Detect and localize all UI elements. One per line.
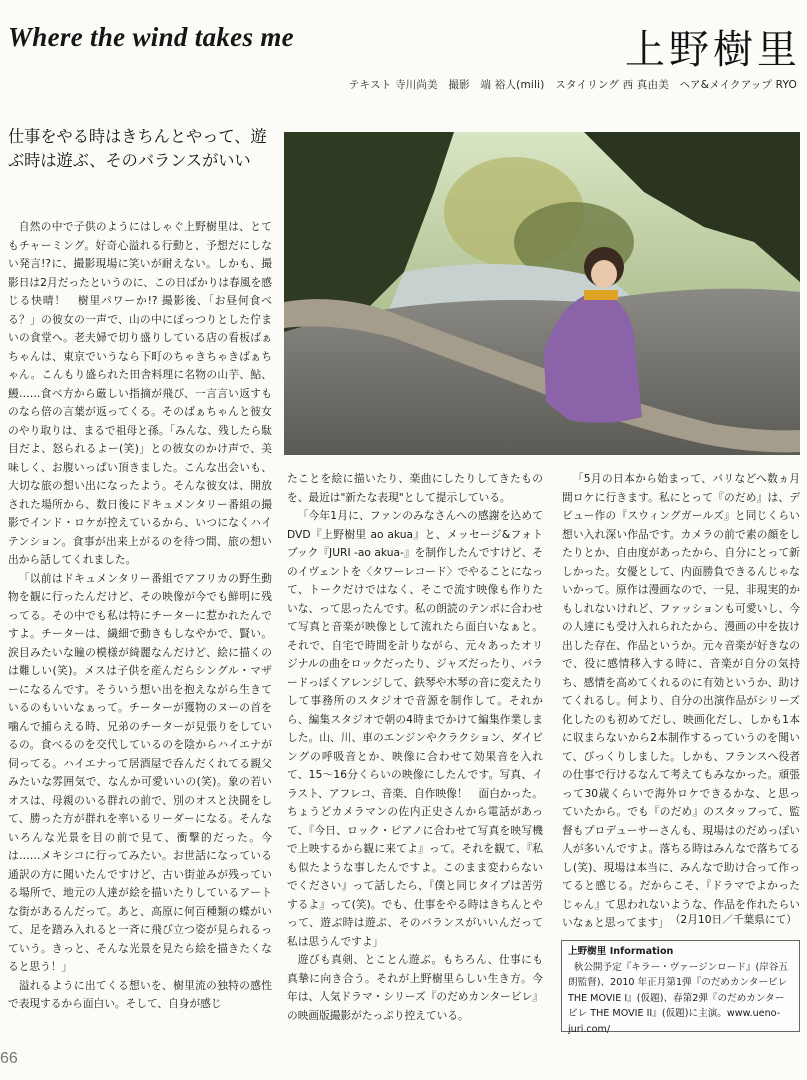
article-heading: 仕事をやる時はきちんとやって、遊ぶ時は遊ぶ、そのバランスがいい [8, 127, 267, 170]
feature-photo [284, 132, 800, 455]
paragraph: 「以前はドキュメンタリー番組でアフリカの野生動物を観に行ったんだけど、その映像が今でも鮮明に残ってる。その中でも私は特にチーターに惹かれたんですよ。チーターは、繊細で動きもしなやかで、賢い。涙目みたいな瞳の模様が綺麗なんだけど、絵に描くのは難しい(笑)。メスは子供を産んだらシングル・マザーになるんです。そういう想い出を抱えながら生きているのもいいなぁって。チーターが獲物のヌーの首を噛んで捕らえる時、兄弟のチーターが見張りをしているの。食べるのを交代しているのを陰からハイエナが伺ってる。ハイエナって居酒屋で呑んだくれてる親父みたいな雰囲気で、なんか可愛いいの(笑)。象の若いオスは、母親のいる群れの前で、別のオスと決闘をして、勝った方が群れを率いるリーダーになる。そんないろんな光景を目の前で見て、衝撃的だった。今は……メキシコに行ってみたい。お世話になっている通訳の方に聞いたんですけど、古い街並みが残っている場所で、地元の人達が絵を描いたりしているアートな街があるんだって。あと、高原に何百種類の蝶がいて、足を踏み入れると一斉に飛び立つ姿が見られるっていう。きっと、そんな光景を見たら絵を描きたくなると思う！」 [8, 571, 272, 973]
page-number: 66 [0, 1050, 18, 1067]
interview-dateline: （2月10日／千葉県にて） [669, 913, 797, 926]
magazine-section-title: Where the wind takes me [8, 22, 294, 52]
text-column-1 [8, 218, 272, 1028]
article-credits: テキスト 寺川尚美 撮影 端 裕人(mili) スタイリング 西 真由美 ヘア&メイクアップ RYO [348, 79, 797, 91]
subject-name-title: 上野樹里 [625, 27, 801, 73]
yellow-scarf [584, 290, 618, 300]
paragraph: 溢れるように出てくる想いを、樹里流の独特の感性で表現するから面白い。そして、自身が感じ [8, 978, 272, 1010]
paragraph: 遊びも真剣、とことん遊ぶ。もちろん、仕事にも真摯に向き合う。それが上野樹里らしい生き方。今年は、人気ドラマ・シリーズ『のだめカンタービレ』の映画版撮影がたっぷり控えている。 [287, 953, 543, 1022]
paragraph: 「今年1月に、ファンのみなさんへの感謝を込めてDVD『上野樹里 ao akua』と、メッセージ&フォトブック『JURI -ao akua-』を制作したんですけど、そのイヴェントを〈タワーレコード〉でやることになって、トークだけではなく、そこで流す映像も作りたいな、って思ったんです。私の朗読のテンポに合わせて写真と音楽が映像として流れたら面白いなぁと。それで、自宅で時間を計りながら、元々あったオリジナルの曲をロックだったり、ジャズだったり、バラードっぽくアレンジして、鉄琴や木琴の音に変えたりして事務所のスタジオで音源を制作して。それから、編集スタジオで朝の4時までかけて編集作業しました。山、川、車のエンジンやクラクション、ダイビングの呼吸音とか、映像に合わせて効果音を入れて、15〜16分くらいの映像にしたんです。写真、イラスト、アフレコ、音楽、自作映像！ 面白かった。ちょうどカメラマンの佐内正史さんから電話があって、『今日、ロック・ピアノに合わせて写真を映写機で上映するから観に来てよ』って。それを観て、『私も似たような事したんですよ。このまま変わらないでください』って話したら、『僕と同じタイプは苦労するよ』って(笑)。でも、仕事をやる時はきちんとやって、遊ぶ時は遊ぶ、そのバランスがいいんだって私は思うんですよ」 [287, 509, 543, 948]
information-title: 上野樹里 Information [568, 946, 674, 957]
information-text: 秋公開予定『キラー・ヴァージンロード』(岸谷五朗監督)、2010 年正月第1弾『のだめカンタービレ THE MOVIE I』(仮題)、春第2弾『のだめカンタービレ THE MOVIE II』(仮題)に主演。www.ueno-juri.com/ [568, 961, 789, 1035]
photo-illustration [284, 132, 800, 455]
paragraph: たことを絵に描いたり、楽曲にしたりしてきたものを、最近は"新たな表現"として提示している。 [287, 472, 543, 504]
paragraph: 「5月の日本から始まって、パリなどへ数ヵ月間ロケに行きます。私にとって『のだめ』は、デビュー作の『スウィングガールズ』と同じくらい想い入れ深い作品です。カメラの前で素の顔をしたりとか、自由度があったから、自分にとって新しかった。女優として、内面勝負できるんじゃないかって。原作は漫画なので、一見、非現実的かもしれないけれど、ファッションも可愛いし、今の人達にも受け入れられたから、漫画の中を抜け出した存在、作品というか。元々音楽が好きなので、役に感情移入する時に、音楽が自分の気持ち、感情を高めてくれるのに有効というか、助けてくれるし。何より、自分の出演作品がシリーズ化したのも初めてだし、映画化だし、しかも1本に収まらないから2本制作するっていうのを聞いて、びっくりしました。しかも、フランスへ役者の仕事で行けるなんて考えてもみなかった。頑張って30歳くらいで海外ロケできるかな、と思っていたから。でも『のだめ』のスタッフって、監督もプロデューサーさんも、現場はのだめっぽい人が多いんですよ。落ちる時はみんなで落ちてるし(笑)、現場は本当に、みんなで助け合って作ってると感じる。だからこそ、『ドラマでよかったじゃん』て思われないような、作品を作れたらいいなぁと思ってます」 [562, 472, 800, 929]
paragraph: 自然の中で子供のようにはしゃぐ上野樹里は、とてもチャーミング。好奇心溢れる行動と、予想だにしない発言!?に、撮影現場に笑いが耐えない。しかも、撮影日は2月だったというのに、この日ばかりは春風を感じる快晴！ 樹里パワーか!? 撮影後、「お昼何食べる？」の彼女の一声で、山の中にぽっつりとした佇まいの食堂へ。老夫婦で切り盛りしている店の看板ばぁちゃんは、東京でいうなら下町のちゃきちゃきばぁちゃん。こんもり盛られた田舎料理に名物の山芋、鮎、鰻……食べ方から厳しい指摘が飛び、一言言い返すものなら倍の言葉が返ってくる。そのばぁちゃんと彼女のやり取りは、まるで祖母と孫。「みんな、残したら駄目だよ、怒られるよー(笑)」との彼女のかけ声で、美味しく、お腹いっぱい頂きました。こんな出会いも、大切な旅の想い出になったよう。そんな彼女は、開放された場所から、数日後にドキュメンタリー番組の撮影でインド・ロケが控えているから、いつになくハイテンション。食事が出来上がるのを待つ間、旅の想い出から話してくれました。 [8, 220, 272, 566]
information-box [561, 940, 800, 1035]
person-face [591, 260, 617, 288]
text-column-2 [287, 470, 543, 1028]
